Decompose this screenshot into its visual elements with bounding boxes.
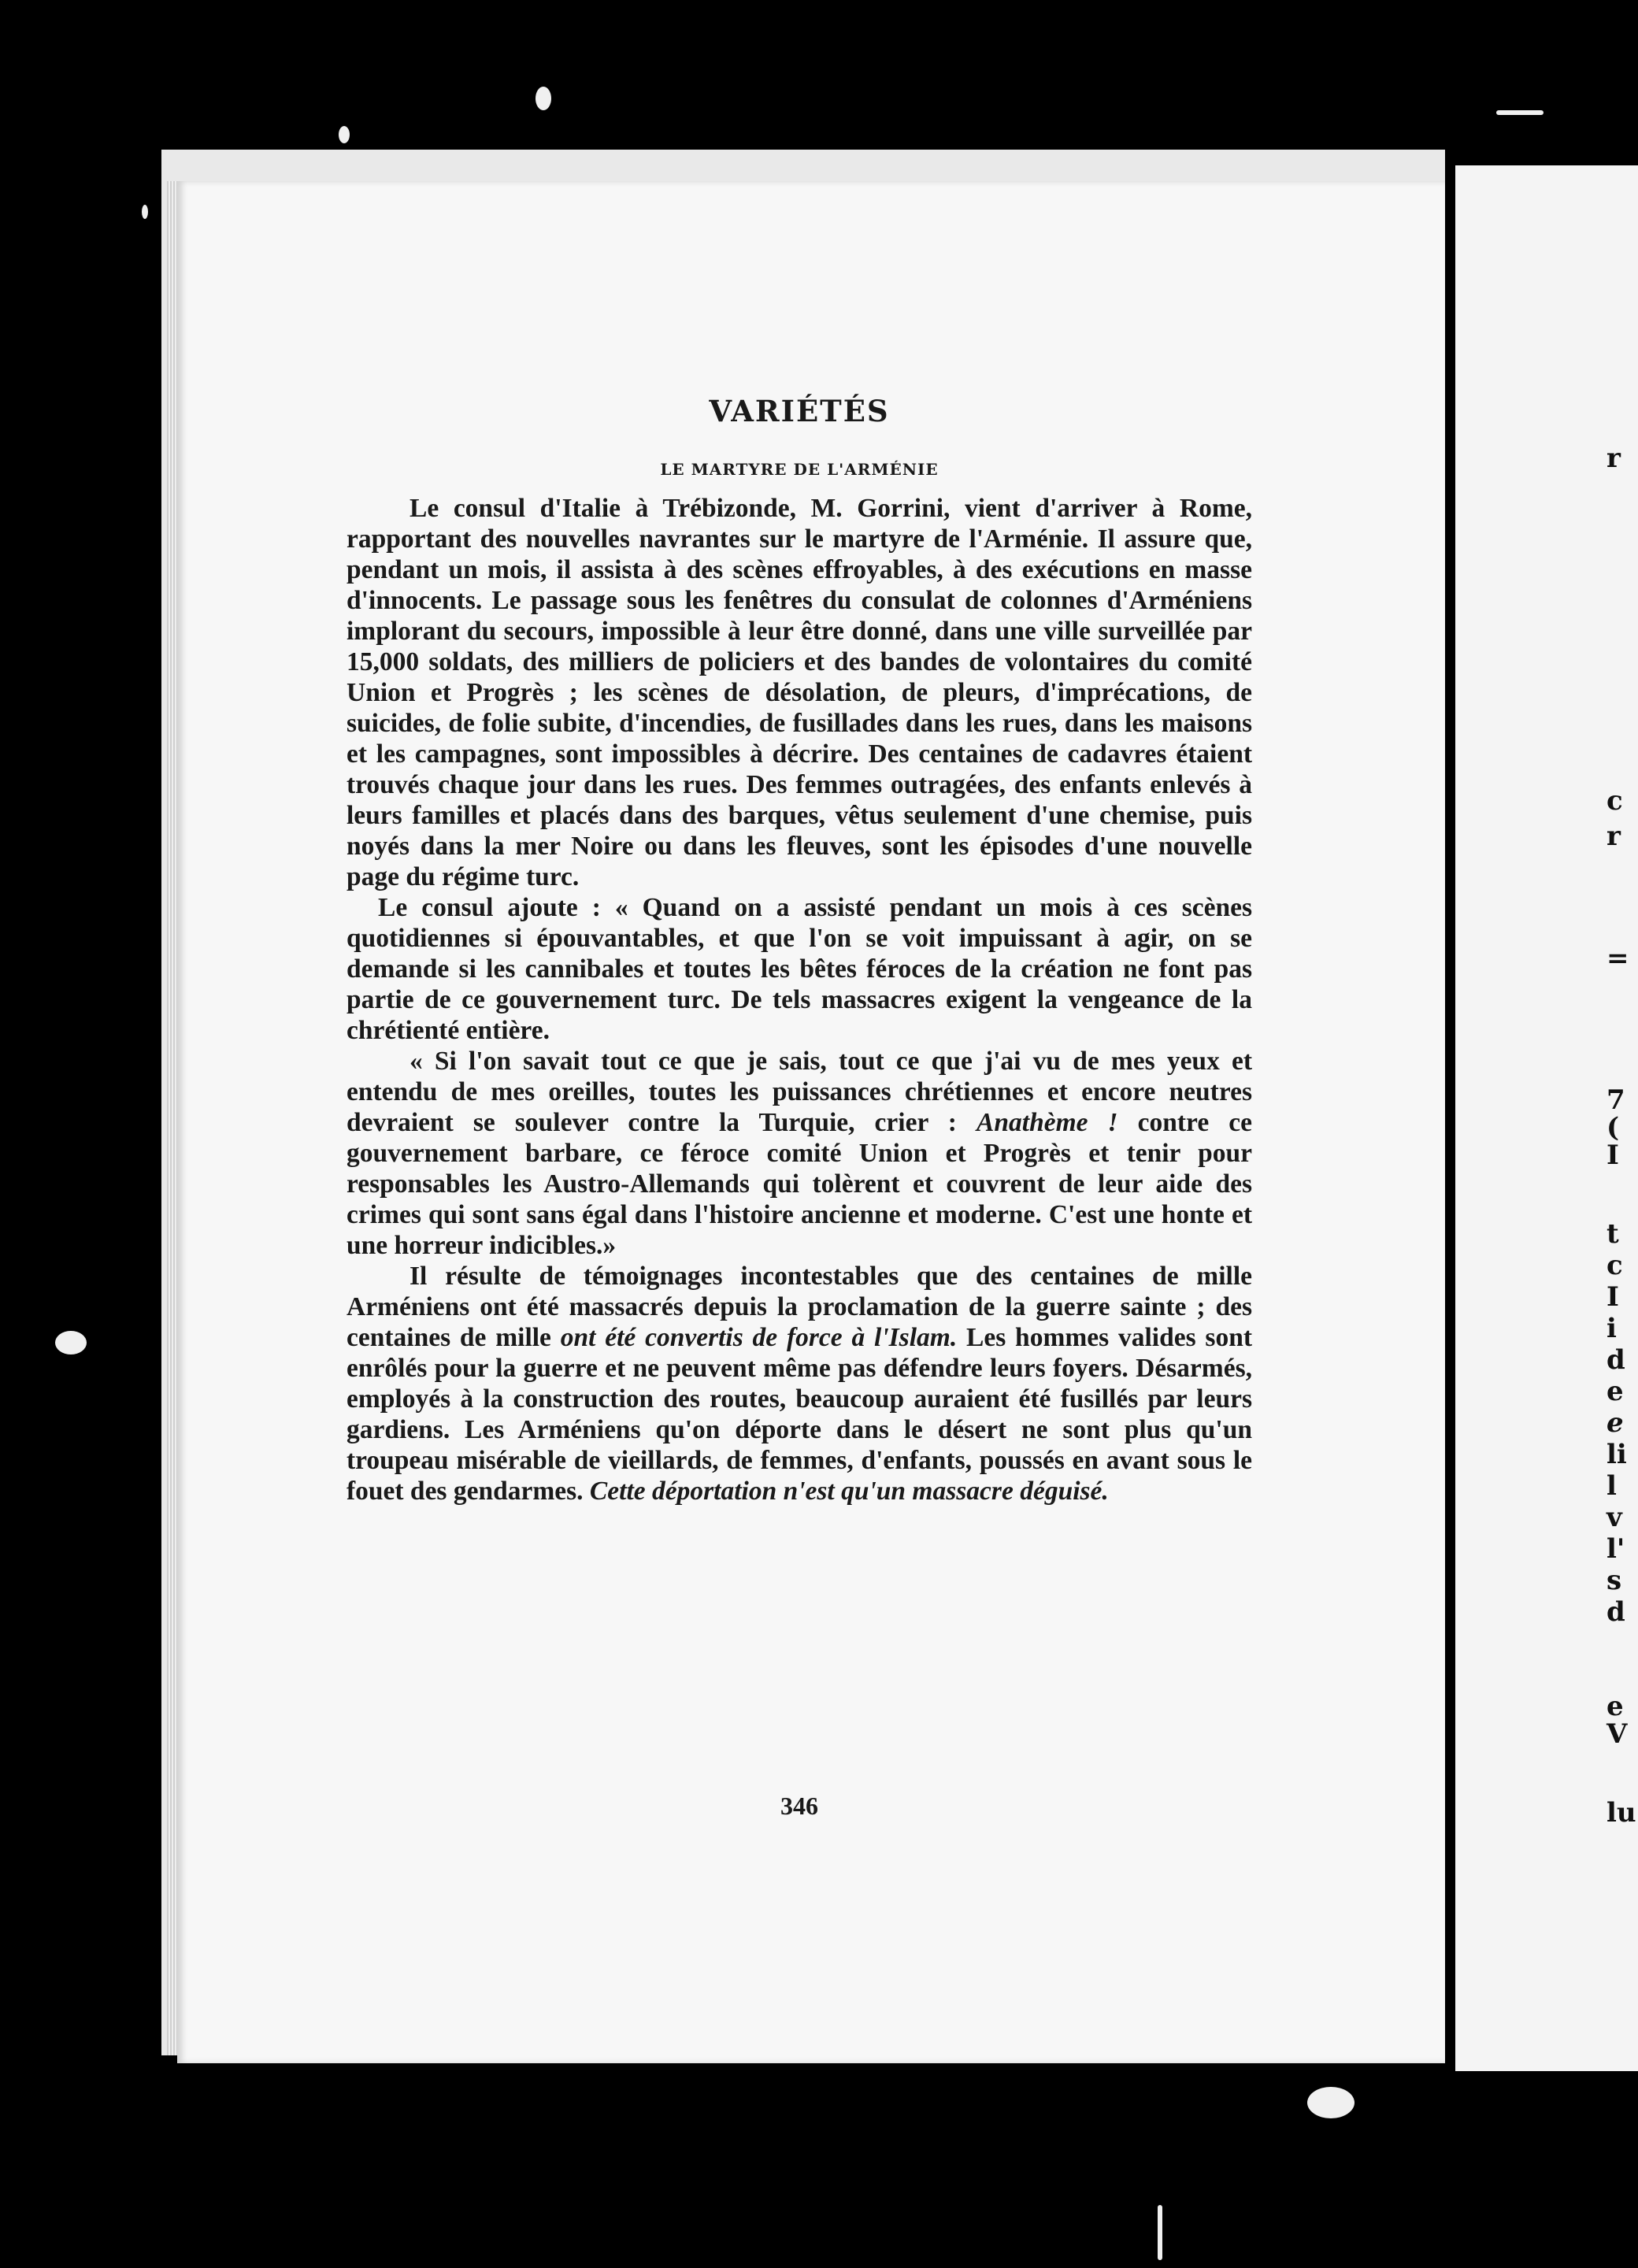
right-page-fragment: l' (1606, 1533, 1625, 1565)
film-speck (1158, 2205, 1162, 2260)
article-title: LE MARTYRE DE L'ARMÉNIE (660, 460, 939, 479)
right-page-fragment: d (1606, 1596, 1625, 1628)
paragraph-2: Le consul ajoute : « Quand on a assisté pendant un mois à ces scènes quotidiennes si épouvantables, et que l'on se voit impuissant à agir, on se demande si les cannibales et toutes les bêtes féroces de la création ne font pas partie de ce gouvernement turc. De tels massacres exigent la vengeance de la chrétienté entière. (346, 893, 1252, 1045)
paragraph-1: Le consul d'Italie à Trébizonde, M. Gorrini, vient d'arriver à Rome, rapportant des nouvelles navrantes sur le martyre de l'Arménie. Il assure que, pendant un mois, il assista à des scènes effroyables, à des exécutions en masse d'innocents. Le passage sous les fenêtres du consulat de colonnes d'Arméniens implorant du secours, impossible à leur être donné, dans une ville surveillée par 15,000 soldats, des milliers de policiers et des bandes de volontaires du comité Union et Progrès ; les scènes de désolation, de pleurs, d'imprécations, de suicides, de folie subite, d'incendies, de fusillades dans les rues, dans les maisons et les campagnes, sont impossibles à décrire. Des centaines de cadavres étaient trouvés chaque jour dans les rues. Des femmes outragées, des enfants enlevés à leurs familles et placés dans des barques, vêtus seulement d'une chemise, puis noyés dans la mer Noire ou dans les fleuves, sont les épisodes d'une nouvelle page du régime turc. (346, 494, 1252, 891)
right-page-fragment: t (1606, 1218, 1619, 1250)
paragraph-4-text: Il résulte de témoignages incontestables que des centaines de mille Arméniens ont été massacrés depuis la proclamation de la guerre sainte ; des centaines de mille (346, 1262, 1252, 1352)
right-page-fragment: 7 (1606, 1084, 1625, 1116)
right-page-fragment: v (1606, 1502, 1622, 1533)
film-speck (1307, 2087, 1354, 2118)
right-page-fragment: c (1606, 785, 1623, 817)
right-page-fragment: e (1606, 1691, 1624, 1722)
right-page-fragment: ( (1606, 1112, 1620, 1143)
paragraph-4-italic: ont été convertis de force à l'Islam. (560, 1323, 958, 1352)
page-text-block (346, 394, 1252, 1820)
paragraph-3-italic: Anathème ! (976, 1108, 1118, 1137)
right-page-fragment: s (1606, 1565, 1622, 1596)
right-page-fragment: l (1606, 1470, 1617, 1502)
paragraph-4 (346, 1261, 1252, 1506)
right-page-fragment: = (1606, 943, 1629, 974)
paragraph-3 (346, 1046, 1252, 1261)
right-page-fragment: r (1606, 821, 1621, 852)
right-page-fragment: I (1606, 1281, 1619, 1313)
right-page-fragment: lu (1606, 1797, 1636, 1829)
film-speck (536, 87, 551, 110)
right-page-fragment: li (1606, 1439, 1627, 1470)
right-page-fragment: d (1606, 1344, 1625, 1376)
film-speck (55, 1331, 87, 1354)
right-page-fragment: e (1606, 1407, 1624, 1439)
right-page-fragment: c (1606, 1250, 1623, 1281)
film-speck (142, 205, 148, 219)
paragraph-4-text-middle: Les hommes valides sont enrôlés pour la guerre et ne peuvent même pas défendre leurs foyers. Désarmés, employés à la construction des routes, beaucoup auraient été fusillés par leurs gardiens. Les Arméniens qu'on déporte dans le désert ne sont plus qu'un troupeau misérable de vieillards, de femmes, d'enfants, poussés en avant sous le fouet des gendarmes. (346, 1323, 1252, 1506)
film-speck (339, 126, 350, 143)
paragraph-4-italic-end: Cette déportation n'est qu'un massacre déguisé. (589, 1477, 1109, 1506)
right-page-fragment: V (1606, 1718, 1628, 1750)
section-heading: VARIÉTÉS (709, 394, 890, 428)
right-page-fragment: r (1606, 443, 1621, 474)
right-page-fragment: I (1606, 1140, 1619, 1171)
paragraph-3-text: « Si l'on savait tout ce que je sais, tout ce que j'ai vu de mes yeux et entendu de mes oreilles, toutes les puissances chrétiennes et encore neutres devraient se soulever contre la Turquie, crier : (346, 1047, 1252, 1137)
right-page-fragment: i (1606, 1313, 1617, 1344)
page-number: 346 (780, 1792, 818, 1820)
film-speck (1496, 110, 1544, 115)
right-page-fragment: e (1606, 1376, 1624, 1407)
paragraph-3-text-end: contre ce gouvernement barbare, ce féroce comité Union et Progrès et tenir pour responsables les Austro-Allemands qui tolèrent et couvrent de leur aide des crimes qui sont sans égal dans l'histoire ancienne et moderne. C'est une honte et une horreur indicibles.» (346, 1108, 1252, 1260)
